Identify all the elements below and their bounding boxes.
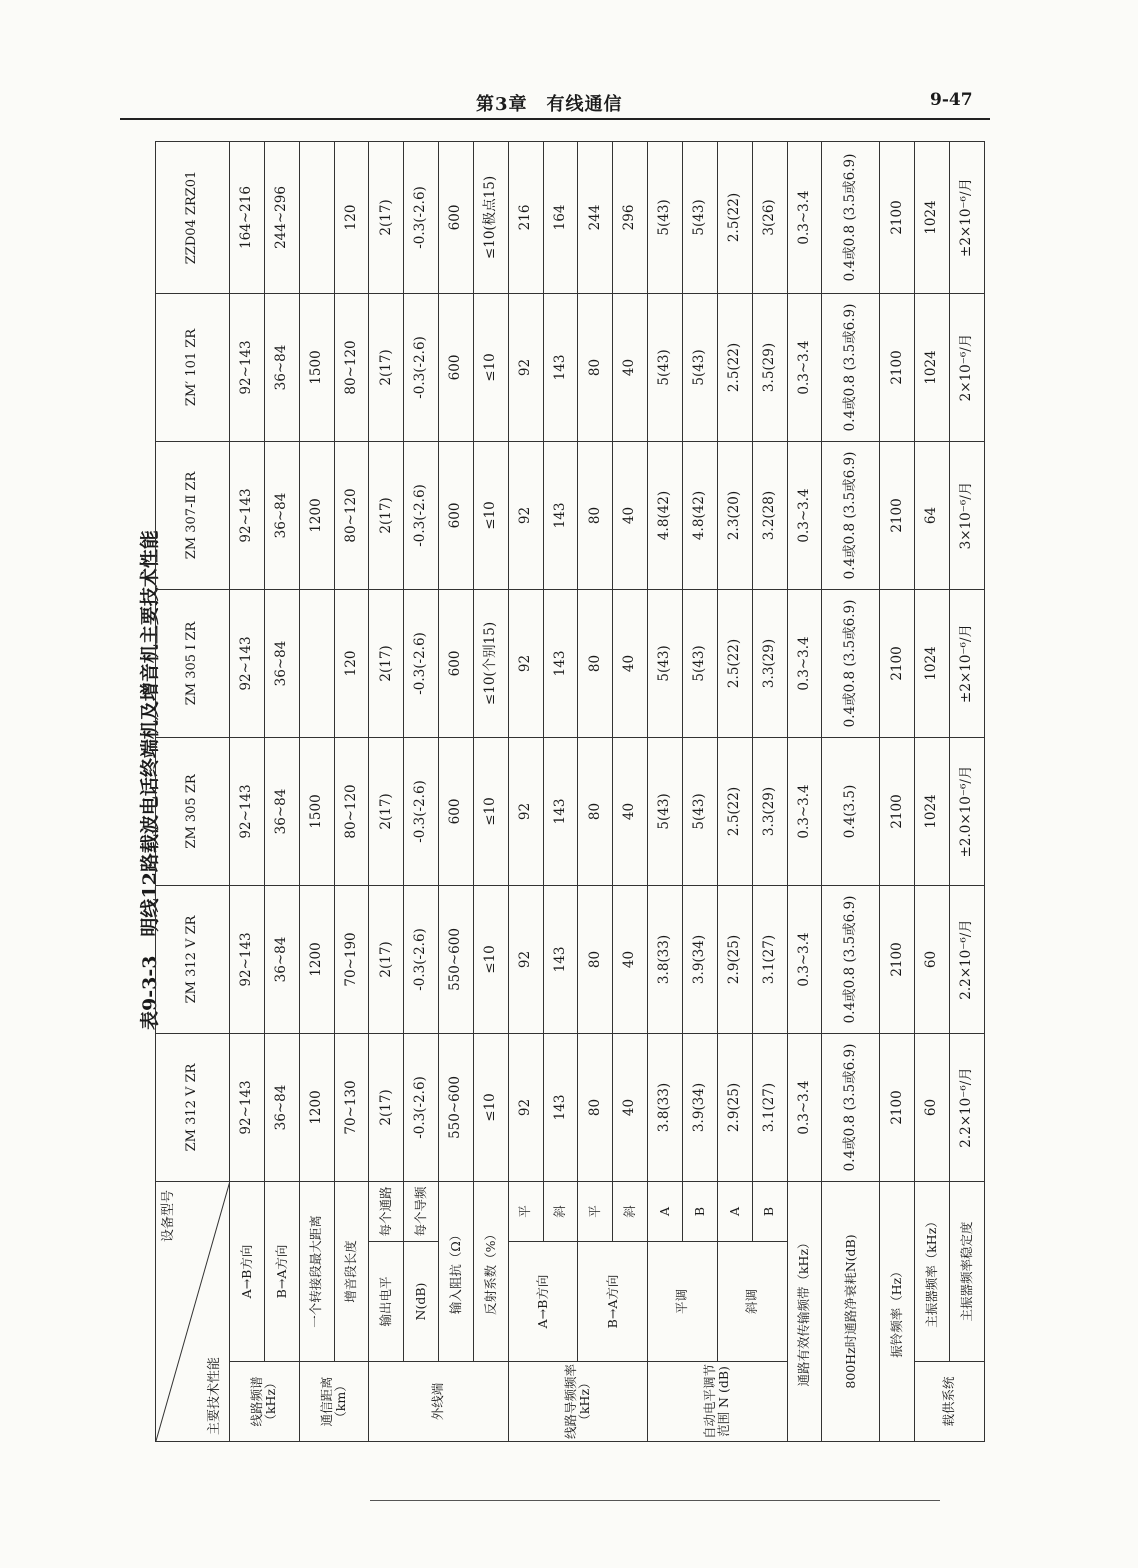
table-cell: 1024 — [915, 293, 950, 441]
table-cell: 296 — [613, 141, 648, 293]
table-cell: 2100 — [880, 589, 915, 737]
table-cell: 36~84 — [264, 293, 299, 441]
table-cell: 80 — [578, 441, 613, 589]
table-cell: 92 — [508, 737, 543, 885]
table-cell: 2100 — [880, 1033, 915, 1181]
table-cell: 600 — [439, 293, 474, 441]
row-sublabel: 斜 — [613, 1181, 648, 1241]
table-cell: 2(17) — [369, 589, 404, 737]
table-cell: 120 — [334, 141, 369, 293]
table-cell: 40 — [613, 589, 648, 737]
table-cell: 3.8(33) — [648, 1033, 683, 1181]
corner-cell — [156, 1181, 230, 1441]
group-label: 线路频谱（kHz） — [230, 1362, 300, 1442]
model-header: ZM 307-Ⅱ ZR — [156, 441, 230, 589]
table-cell: 1200 — [299, 885, 334, 1033]
row-sublabel: B — [752, 1181, 787, 1241]
table-cell: 2(17) — [369, 441, 404, 589]
table-cell: ≤10 — [473, 885, 508, 1033]
row-label: 振铃频率（Hz） — [880, 1181, 915, 1441]
table-cell: 0.4或0.8 (3.5或6.9) — [822, 885, 880, 1033]
table-cell: 0.4或0.8 (3.5或6.9) — [822, 293, 880, 441]
table-cell: 164~216 — [230, 141, 265, 293]
table-cell: 80~120 — [334, 441, 369, 589]
table-cell: 2(17) — [369, 141, 404, 293]
table-cell: -0.3(-2.6) — [404, 141, 439, 293]
header-row — [156, 141, 230, 1441]
model-header: ZM′ 101 ZR — [156, 293, 230, 441]
table-cell: 1200 — [299, 441, 334, 589]
table-cell: 92~143 — [230, 441, 265, 589]
corner-top-label: 设备型号 — [161, 1189, 176, 1242]
table-row — [439, 141, 474, 1441]
table-cell: ±2×10⁻⁶/月 — [950, 141, 985, 293]
table-cell: 3.9(34) — [682, 1033, 717, 1181]
table-cell: 92~143 — [230, 589, 265, 737]
row-sublabel: 平 — [578, 1181, 613, 1241]
bottom-rule — [370, 1500, 940, 1501]
table-cell: 80 — [578, 1033, 613, 1181]
table-cell: 80 — [578, 293, 613, 441]
table-row — [508, 141, 543, 1441]
table-cell: 0.3~3.4 — [787, 589, 822, 737]
table-cell: 3.2(28) — [752, 441, 787, 589]
table-cell: 2100 — [880, 737, 915, 885]
table-row — [880, 141, 915, 1441]
table-cell: 2100 — [880, 141, 915, 293]
group-label: 载供系统 — [915, 1362, 985, 1442]
table-row — [473, 141, 508, 1441]
table-cell: 64 — [915, 441, 950, 589]
chapter-title: 第3章 有线通信 — [476, 94, 623, 115]
table-cell: 0.4或0.8 (3.5或6.9) — [822, 1033, 880, 1181]
table-cell: 36~84 — [264, 737, 299, 885]
table-cell: 3.9(34) — [682, 885, 717, 1033]
table-cell: 2.5(22) — [717, 589, 752, 737]
table-cell: 120 — [334, 589, 369, 737]
table-cell: 92~143 — [230, 293, 265, 441]
table-row — [334, 141, 369, 1441]
table-cell: 0.3~3.4 — [787, 441, 822, 589]
table-cell: 3.3(29) — [752, 589, 787, 737]
table-cell: 5(43) — [682, 737, 717, 885]
table-cell: 36~84 — [264, 589, 299, 737]
row-label: B→A方向 — [578, 1242, 648, 1362]
table-cell: 0.4(3.5) — [822, 737, 880, 885]
table-cell: 1500 — [299, 737, 334, 885]
row-label: B→A方向 — [264, 1181, 299, 1361]
table-cell: 5(43) — [648, 141, 683, 293]
table-cell: 1024 — [915, 589, 950, 737]
table-cell: 164 — [543, 141, 578, 293]
table-cell: 143 — [543, 885, 578, 1033]
table-cell: 600 — [439, 141, 474, 293]
table-cell: 92~143 — [230, 885, 265, 1033]
table-row — [648, 141, 683, 1441]
table-cell: 80 — [578, 737, 613, 885]
table-cell: 36~84 — [264, 885, 299, 1033]
table-cell: 0.4或0.8 (3.5或6.9) — [822, 141, 880, 293]
model-header: ZM 312 V ZR — [156, 885, 230, 1033]
table-row — [787, 141, 822, 1441]
table-cell: 36~84 — [264, 441, 299, 589]
table-cell: 2100 — [880, 885, 915, 1033]
table-cell: -0.3(-2.6) — [404, 1033, 439, 1181]
row-label: A→B方向 — [508, 1242, 578, 1362]
table-cell: 1500 — [299, 293, 334, 441]
table-cell: 40 — [613, 441, 648, 589]
table-cell: 40 — [613, 737, 648, 885]
row-sublabel: A — [648, 1181, 683, 1241]
row-label: 主振器频率（kHz） — [915, 1181, 950, 1361]
table-cell: ≤10(极点15) — [473, 141, 508, 293]
table-cell: 550~600 — [439, 1033, 474, 1181]
table-cell: 2100 — [880, 441, 915, 589]
table-cell: ≤10 — [473, 293, 508, 441]
table-cell: 143 — [543, 1033, 578, 1181]
table-cell: 4.8(42) — [682, 441, 717, 589]
table-cell: 600 — [439, 589, 474, 737]
table-row — [717, 141, 752, 1441]
row-sublabel: 每个导频 — [404, 1181, 439, 1241]
table-cell: 2.3(20) — [717, 441, 752, 589]
table-cell: 143 — [543, 441, 578, 589]
table-cell: 5(43) — [648, 589, 683, 737]
row-sublabel: A — [717, 1181, 752, 1241]
group-label: 外线端 — [369, 1362, 508, 1442]
table-cell: 2.2×10⁻⁶/月 — [950, 885, 985, 1033]
table-cell: 5(43) — [682, 589, 717, 737]
row-sublabel: 每个通路 — [369, 1181, 404, 1241]
row-label: N(dB) — [404, 1242, 439, 1362]
table-cell: 2.5(22) — [717, 141, 752, 293]
table-cell: 36~84 — [264, 1033, 299, 1181]
table-cell: 92 — [508, 589, 543, 737]
table-cell: 2100 — [880, 293, 915, 441]
table-cell: 2×10⁻⁶/月 — [950, 293, 985, 441]
table-cell: 0.3~3.4 — [787, 885, 822, 1033]
table-cell: 80 — [578, 885, 613, 1033]
table-cell: 80~120 — [334, 293, 369, 441]
table-cell: 244 — [578, 141, 613, 293]
table-row — [822, 141, 880, 1441]
table-cell: 3.5(29) — [752, 293, 787, 441]
table-cell: 600 — [439, 441, 474, 589]
table-cell: -0.3(-2.6) — [404, 293, 439, 441]
table-cell: 2.5(22) — [717, 737, 752, 885]
page-header — [0, 0, 1138, 130]
table-cell: 0.4或0.8 (3.5或6.9) — [822, 441, 880, 589]
model-header: ZM 305 I ZR — [156, 589, 230, 737]
corner-bottom-label: 主要技术性能 — [207, 1356, 223, 1435]
table-cell: 1200 — [299, 1033, 334, 1181]
row-label: 一个转接段最大距离 — [299, 1181, 334, 1361]
row-label: 反射系数（%） — [473, 1181, 508, 1361]
model-header: ZZD04 ZRZ01 — [156, 141, 230, 293]
table-cell: 40 — [613, 1033, 648, 1181]
table-cell: 92 — [508, 1033, 543, 1181]
table-cell: ≤10(个别15) — [473, 589, 508, 737]
table-cell: 5(43) — [648, 737, 683, 885]
table-cell: 5(43) — [682, 293, 717, 441]
table-cell: 3.8(33) — [648, 885, 683, 1033]
table-cell: -0.3(-2.6) — [404, 885, 439, 1033]
table-cell: 1024 — [915, 141, 950, 293]
row-label: 通路有效传输频带（kHz） — [787, 1181, 822, 1441]
row-label: 输入阻抗（Ω） — [439, 1181, 474, 1361]
table-cell: 2.5(22) — [717, 293, 752, 441]
group-label: 线路导频频率（kHz） — [508, 1362, 647, 1442]
table-cell: -0.3(-2.6) — [404, 737, 439, 885]
table-cell: 1024 — [915, 737, 950, 885]
table-cell: 244~296 — [264, 141, 299, 293]
table-cell: 550~600 — [439, 885, 474, 1033]
row-label: 平调 — [648, 1242, 718, 1362]
row-label: 800Hz时通路净衰耗N(dB) — [822, 1181, 880, 1441]
table-cell: 3.1(27) — [752, 1033, 787, 1181]
table-cell: ±2×10⁻⁶/月 — [950, 589, 985, 737]
table-row — [264, 141, 299, 1441]
table-cell: 2.2×10⁻⁶/月 — [950, 1033, 985, 1181]
table-cell: 0.3~3.4 — [787, 737, 822, 885]
table-cell: 40 — [613, 293, 648, 441]
table-cell: 3.1(27) — [752, 885, 787, 1033]
table-cell: 3×10⁻⁶/月 — [950, 441, 985, 589]
table-row — [299, 141, 334, 1441]
table-cell: 70~130 — [334, 1033, 369, 1181]
table-cell: -0.3(-2.6) — [404, 589, 439, 737]
table-cell: -0.3(-2.6) — [404, 441, 439, 589]
table-cell: 0.4或0.8 (3.5或6.9) — [822, 589, 880, 737]
table-cell: 4.8(42) — [648, 441, 683, 589]
table-cell: 143 — [543, 737, 578, 885]
table-cell: 60 — [915, 885, 950, 1033]
table-cell: 5(43) — [682, 141, 717, 293]
table-cell: 70~190 — [334, 885, 369, 1033]
model-header: ZM 312 V ZR — [156, 1033, 230, 1181]
table-cell: ≤10 — [473, 1033, 508, 1181]
row-sublabel: 斜 — [543, 1181, 578, 1241]
table-cell: 92 — [508, 441, 543, 589]
table-cell: 3(26) — [752, 141, 787, 293]
header-rule — [120, 118, 990, 120]
table-cell: ±2.0×10⁻⁶/月 — [950, 737, 985, 885]
table-cell: 80 — [578, 589, 613, 737]
table-row — [230, 141, 265, 1441]
table-cell: 92 — [508, 885, 543, 1033]
table-cell: 600 — [439, 737, 474, 885]
table-cell: 0.3~3.4 — [787, 141, 822, 293]
table-cell — [299, 589, 334, 737]
table-cell: 2(17) — [369, 293, 404, 441]
table-cell: 0.3~3.4 — [787, 1033, 822, 1181]
table-cell: 40 — [613, 885, 648, 1033]
table-cell: ≤10 — [473, 737, 508, 885]
spec-table — [155, 141, 985, 1442]
row-sublabel: 平 — [508, 1181, 543, 1241]
table-cell: 92~143 — [230, 737, 265, 885]
table-cell: 3.3(29) — [752, 737, 787, 885]
row-label: A→B方向 — [230, 1181, 265, 1361]
table-cell: 60 — [915, 1033, 950, 1181]
table-cell: 2.9(25) — [717, 1033, 752, 1181]
row-label: 主振器频率稳定度 — [950, 1181, 985, 1361]
table-cell: 2(17) — [369, 885, 404, 1033]
table-cell: 92 — [508, 293, 543, 441]
table-cell: 0.3~3.4 — [787, 293, 822, 441]
table-row — [369, 141, 404, 1441]
group-label: 自动电平调节范围 N (dB) — [648, 1362, 787, 1442]
table-row — [578, 141, 613, 1441]
table-cell: 92~143 — [230, 1033, 265, 1181]
table-cell — [299, 141, 334, 293]
row-sublabel: B — [682, 1181, 717, 1241]
row-label: 斜调 — [717, 1242, 787, 1362]
table-cell: 2.9(25) — [717, 885, 752, 1033]
row-label: 增音段长度 — [334, 1181, 369, 1361]
table-cell: 143 — [543, 293, 578, 441]
row-label: 输出电平 — [369, 1242, 404, 1362]
group-label: 通信距离（km） — [299, 1362, 369, 1442]
page-number: 9-47 — [930, 90, 973, 110]
table-cell: 2(17) — [369, 737, 404, 885]
table-row — [950, 141, 985, 1441]
rotated-table-wrapper — [155, 142, 985, 1442]
table-cell: 143 — [543, 589, 578, 737]
table-cell: ≤10 — [473, 441, 508, 589]
table-cell: 2(17) — [369, 1033, 404, 1181]
table-caption: 表9-3-3 明线12路载波电话终端机及增音机主要技术性能 — [139, 530, 161, 1030]
model-header: ZM 305 ZR — [156, 737, 230, 885]
table-cell: 216 — [508, 141, 543, 293]
table-row — [404, 141, 439, 1441]
table-cell: 80~120 — [334, 737, 369, 885]
table-cell: 5(43) — [648, 293, 683, 441]
table-row — [915, 141, 950, 1441]
